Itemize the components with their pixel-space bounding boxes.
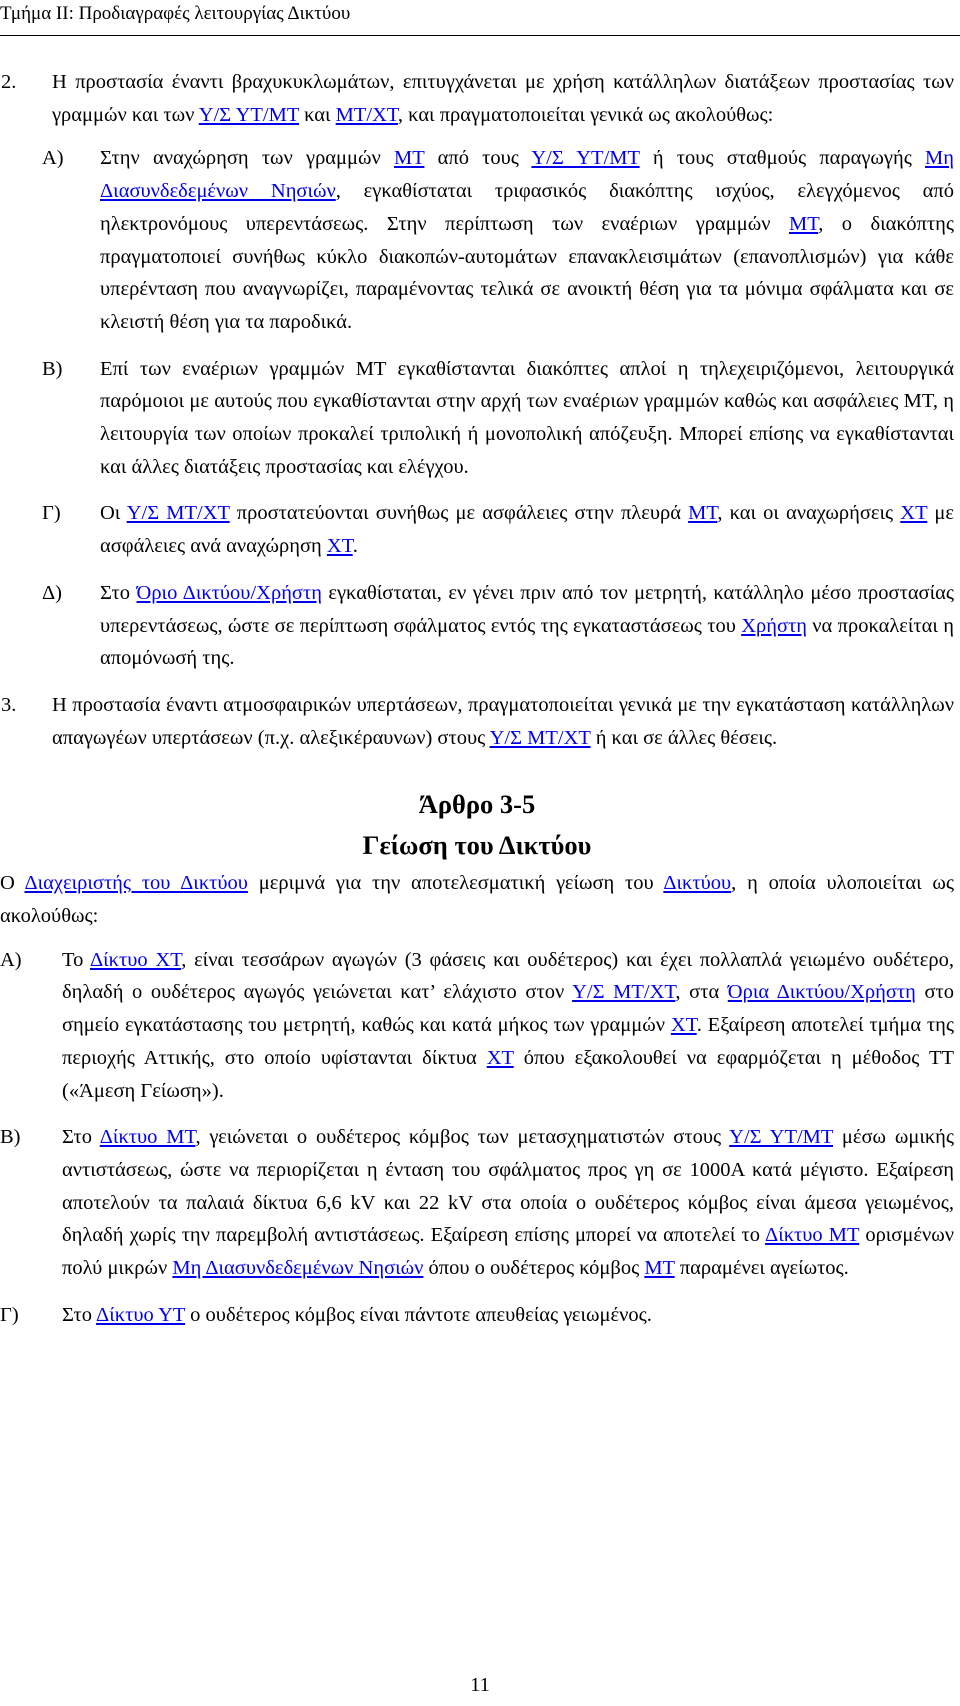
lettered-item (0, 1121, 954, 1285)
text-run: , ο διακόπτης πραγματοποιεί συνήθως κύκλο διακοπών-αυτομάτων επανακλεισιμάτων (επανοπλισμών) για κάθε υπερένταση που αναγνωρίζει, παραμένοντας τελικά σε ανοικτή θέση για τα μόνιμα σφάλματα και σε κλειστή θέση για τα παροδικά. (100, 212, 954, 333)
term-link[interactable]: Δίκτυο ΥΤ (96, 1303, 186, 1326)
text-run: , η οποία υλοποιείται ως ακολούθως: (0, 872, 954, 928)
text-run: μεριμνά για την αποτελεσματική γείωση του (247, 872, 664, 895)
text-run: . Εξαίρεση αποτελεί τμήμα της περιοχής Αττικής, στο οποίο υφίστανται δίκτυα (62, 1014, 954, 1069)
text-run: , είναι τεσσάρων αγωγών (3 φάσεις και ουδέτερος) και έχει πολλαπλά γειωμένο ουδέτερο, δηλαδή ο ουδέτερος αγωγός γειώνεται κατ’ ελάχιστο στον (62, 948, 954, 1004)
term-link[interactable]: ΜΤ/ΧΤ (335, 103, 398, 126)
term-link[interactable]: Μη Διασυνδεδεμένων Νησιών (100, 147, 954, 203)
item-label: Β) (0, 1126, 21, 1149)
text-run: στο σημείο εγκατάστασης του μετρητή, καθώς και κατά μήκος των γραμμών (62, 981, 955, 1037)
term-link[interactable]: ΧΤ (670, 1014, 697, 1037)
term-link[interactable]: Μη Διασυνδεδεμένων Νησιών (172, 1257, 424, 1280)
term-link[interactable]: Δίκτυο ΜΤ (765, 1224, 860, 1247)
page-number: 11 (470, 1674, 490, 1696)
term-link[interactable]: Δικτύου (663, 872, 732, 895)
item-text (100, 502, 954, 557)
term-link[interactable]: ΧΤ (486, 1046, 514, 1069)
text-run: Η προστασία έναντι βραχυκυκλωμάτων, επιτυγχάνεται με χρήση κατάλληλων διατάξεων προστασίας των γραμμών και των (52, 71, 954, 126)
item-label: Γ) (42, 502, 61, 525)
term-link[interactable]: Δίκτυο ΧΤ (89, 948, 182, 971)
article-title: Γείωση του Δικτύου (362, 830, 592, 861)
header-title: Τμήμα ΙΙ: Προδιαγραφές λειτουργίας Δικτύου (0, 3, 351, 24)
item-text (100, 147, 954, 333)
item-text (52, 71, 954, 126)
lettered-item (0, 497, 954, 562)
text-run: ο ουδέτερος κόμβος είναι πάντοτε απευθείας γειωμένος. (185, 1303, 652, 1326)
lettered-item (0, 142, 954, 338)
text-run: ή και σε άλλες θέσεις. (590, 726, 778, 749)
text-run: όπου ο ουδέτερος κόμβος (423, 1257, 645, 1280)
article-intro (0, 867, 954, 932)
item-label: 2. (1, 71, 17, 93)
document-body (0, 66, 954, 1332)
item-text (52, 694, 954, 749)
term-link[interactable]: Όριο Δικτύου/Χρήστη (136, 581, 322, 604)
term-link[interactable]: Δίκτυο ΜΤ (99, 1126, 196, 1149)
lettered-item (0, 1299, 954, 1332)
text-run: , και πραγματοποιείται γενικά ως ακολούθως: (397, 103, 774, 126)
item-label: Α) (0, 948, 22, 971)
text-run: εγκαθίσταται, εν γένει πριν από τον μετρητή, κατάλληλο μέσο προστασίας υπερεντάσεως, ώστε σε περίπτωση σφάλματος εντός της εγκαταστάσεως του (100, 581, 954, 637)
text-run: ή τους σταθμούς παραγωγής (639, 147, 926, 170)
item-label: 3. (1, 693, 17, 716)
term-link[interactable]: ΜΤ (788, 212, 819, 235)
section-list (0, 66, 954, 754)
term-link[interactable]: Υ/Σ ΥΤ/ΜΤ (729, 1126, 834, 1149)
article-item-list (0, 944, 954, 1332)
term-link[interactable]: Διαχειριστής του Δικτύου (24, 872, 248, 895)
text-run: . (352, 535, 358, 558)
item-text (100, 582, 954, 669)
item-text (62, 1126, 954, 1279)
text-run: με ασφάλειες ανά αναχώρηση (100, 502, 954, 558)
term-link[interactable]: ΧΤ (326, 535, 353, 558)
numbered-paragraph (0, 66, 954, 131)
item-label: Α) (42, 147, 64, 170)
text-run: Στην αναχώρηση των γραμμών (100, 147, 395, 170)
text-run: από τους (424, 147, 532, 170)
lettered-item (0, 353, 954, 484)
item-label: Γ) (0, 1303, 19, 1326)
term-link[interactable]: Υ/Σ ΥΤ/ΜΤ (531, 147, 640, 170)
text-run: μέσω ωμικής αντιστάσεως, ώστε να περιορίζεται η ένταση του σφάλματος προς γη σε 1000Α κατά μέγιστο. Εξαίρεση αποτελούν τα παλαιά δίκτυα 6,6 kV και 22 kV στα οποία ο ουδέτερος κόμβος είναι άμεσα γειωμένος, δηλαδή χωρίς την παρεμβολή αντιστάσεως. Εξαίρεση επίσης μπορεί να αποτελεί το (62, 1126, 955, 1247)
text-run: Ο (0, 872, 25, 895)
text-run: ορισμένων πολύ μικρών (62, 1224, 954, 1280)
item-label: Δ) (42, 581, 63, 604)
term-link[interactable]: ΜΤ (644, 1257, 675, 1280)
term-link[interactable]: ΜΤ (688, 502, 718, 525)
numbered-paragraph (0, 689, 954, 754)
item-text (62, 1304, 652, 1326)
term-link[interactable]: ΧΤ (900, 502, 928, 525)
text-run: Στο (62, 1126, 100, 1149)
article-number: Άρθρο 3-5 (418, 789, 536, 820)
item-text (62, 949, 954, 1102)
text-run: Η προστασία έναντι ατμοσφαιρικών υπερτάσεων, πραγματοποιείται γενικά με την εγκατάσταση κατάλληλων απαγωγέων υπερτάσεων (π.χ. αλεξικέραυνων) στους (52, 693, 954, 749)
text-run: όπου εξακολουθεί να εφαρμόζεται η μέθοδος ΤΤ («Άμεση Γείωση»). (62, 1046, 954, 1102)
text-run: , γειώνεται ο ουδέτερος κόμβος των μετασχηματιστών στους (195, 1126, 730, 1149)
term-link[interactable]: Υ/Σ ΜΤ/ΧΤ (572, 981, 676, 1004)
term-link[interactable]: Υ/Σ ΥΤ/ΜΤ (198, 103, 299, 126)
lettered-item (0, 577, 954, 675)
term-link[interactable]: Όρια Δικτύου/Χρήστη (727, 981, 916, 1004)
item-text (100, 358, 954, 478)
lettered-item (0, 944, 954, 1108)
text-run: , και οι αναχωρήσεις (717, 502, 901, 525)
item-label: Β) (42, 357, 63, 380)
text-run: παραμένει αγείωτος. (674, 1257, 849, 1280)
term-link[interactable]: Χρήστη (741, 614, 807, 637)
text-run: και (299, 103, 336, 126)
text-run: Στο (100, 581, 137, 604)
text-run: Το (62, 948, 90, 971)
term-link[interactable]: Υ/Σ ΜΤ/ΧΤ (126, 502, 230, 525)
text-run: Επί των εναέριων γραμμών ΜΤ εγκαθίστανται διακόπτες απλοί η τηλεχειριζόμενοι, λειτουργικά παρόμοιοι με αυτούς που εγκαθίστανται στην αρχή των εναέριων γραμμών καθώς και ασφάλειες ΜΤ, η λειτουργία των οποίων προκαλεί τριπολική ή μονοπολική απόζευξη. Μπορεί επίσης να εγκαθίστανται και άλλες διατάξεις προστασίας και ελέγχου. (100, 357, 954, 478)
text-run: , στα (675, 981, 728, 1004)
text-run: να προκαλείται η απομόνωσή της. (100, 614, 954, 670)
text-run: Στο (62, 1303, 97, 1326)
text-run: Οι (100, 502, 127, 525)
term-link[interactable]: Υ/Σ ΜΤ/ΧΤ (489, 726, 591, 749)
page-header (0, 2, 960, 36)
text-run: , εγκαθίσταται τριφασικός διακόπτης ισχύος, ελεγχόμενος από ηλεκτρονόμους υπερεντάσεως. Στην περίπτωση των εναέριων γραμμών (100, 180, 954, 235)
text-run: προστατεύονται συνήθως με ασφάλειες στην πλευρά (229, 502, 689, 525)
term-link[interactable]: ΜΤ (394, 147, 425, 170)
